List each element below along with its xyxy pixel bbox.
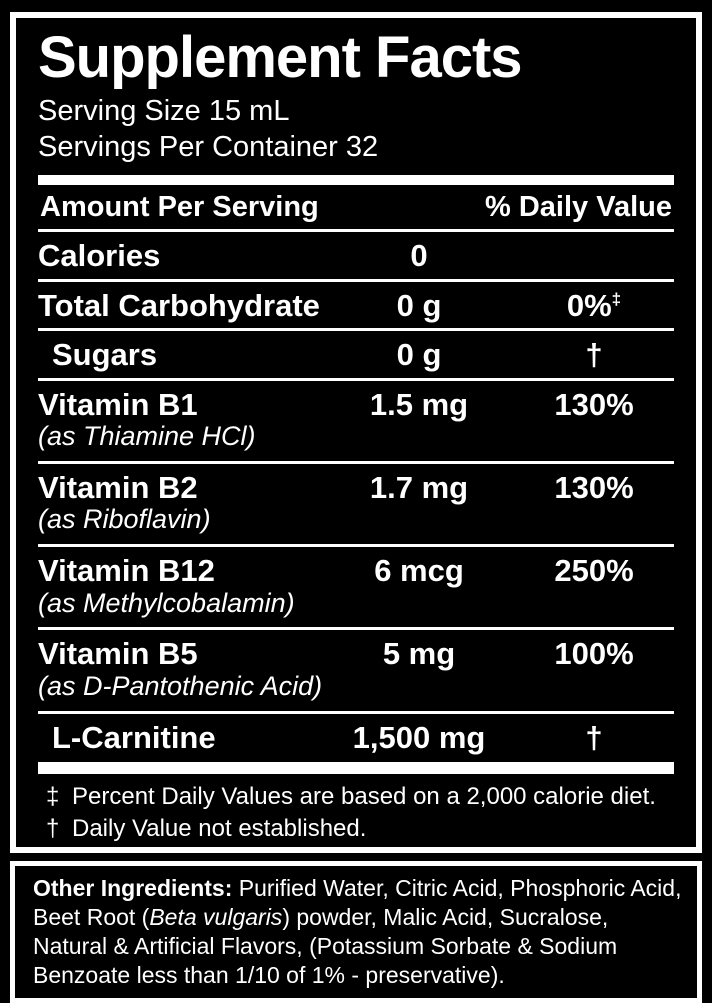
nutrient-row-l-carnitine — [38, 714, 674, 761]
nutrient-name: Vitamin B5 — [38, 636, 198, 672]
nutrient-row-sugars — [38, 331, 674, 378]
nutrient-amount: 1.7 mg — [369, 469, 469, 505]
divider-thick-bottom — [38, 762, 674, 774]
nutrient-daily-value: † — [585, 337, 603, 373]
other-ingredients-panel — [10, 861, 702, 1003]
amount-per-serving-header: Amount Per Serving — [40, 191, 319, 224]
nutrient-daily-value: 130% — [554, 386, 634, 422]
servings-per-container: Servings Per Container 32 — [38, 130, 379, 163]
dagger-symbol: † — [46, 815, 60, 843]
nutrient-amount: 0 — [410, 237, 428, 273]
nutrient-amount: 1.5 mg — [369, 386, 469, 422]
nutrient-daily-value: 0%‡ — [566, 287, 622, 323]
footnote-daily-values — [38, 781, 674, 813]
nutrient-row-calories — [38, 232, 674, 279]
nutrient-row-vitamin-b12 — [38, 547, 674, 627]
nutrient-amount: 6 mcg — [374, 553, 464, 589]
nutrient-daily-value: † — [585, 719, 603, 755]
nutrient-row-vitamin-b2 — [38, 464, 674, 544]
daily-value-footnote-mark: ‡ — [611, 289, 622, 309]
serving-size: Serving Size 15 mL — [38, 95, 290, 128]
nutrient-amount: 0 g — [396, 287, 442, 323]
nutrient-name: Vitamin B2 — [38, 469, 198, 505]
nutrient-source: (as D-Pantothenic Acid) — [38, 670, 323, 701]
nutrient-daily-value: 100% — [554, 636, 634, 672]
nutrient-name: Vitamin B1 — [38, 386, 198, 422]
other-ingredients-label: Other Ingredients: — [33, 875, 233, 901]
nutrient-row-total-carbohydrate — [38, 282, 674, 329]
nutrient-name: L-Carnitine — [52, 719, 216, 755]
nutrient-source: (as Riboflavin) — [38, 504, 211, 535]
botanical-name: Beta vulgaris — [149, 903, 283, 930]
nutrient-source: (as Thiamine HCl) — [38, 421, 256, 452]
footnote-text: Percent Daily Values are based on a 2,000 calorie diet. — [72, 783, 656, 811]
nutrient-daily-value: 250% — [554, 553, 634, 589]
divider-thick-top — [38, 175, 674, 185]
footnotes — [38, 781, 674, 846]
nutrient-name: Vitamin B12 — [38, 553, 215, 589]
nutrient-amount: 5 mg — [382, 636, 456, 672]
footnote-text: Daily Value not established. — [72, 815, 367, 843]
nutrient-row-vitamin-b1 — [38, 381, 674, 461]
panel-title: Supplement Facts — [38, 25, 522, 90]
nutrient-amount: 1,500 mg — [352, 719, 486, 755]
daily-value-header: % Daily Value — [485, 191, 672, 224]
other-ingredients-text-before: Purified Water, Citric Acid, Phosphoric Acid, Beet Root ( — [33, 875, 682, 930]
table-header-row — [38, 185, 674, 229]
other-ingredients-text-after: ) powder, Malic Acid, Sucralose, Natural & Artificial Flavors, (Potassium Sorbate & Sodium Benzoate less than 1/10 of 1% - preservative). — [33, 903, 618, 988]
nutrient-row-vitamin-b5 — [38, 630, 674, 710]
nutrient-amount: 0 g — [396, 337, 442, 373]
nutrient-name: Total Carbohydrate — [38, 287, 320, 323]
nutrient-source: (as Methylcobalamin) — [38, 587, 295, 618]
double-dagger-symbol: ‡ — [46, 783, 60, 811]
nutrient-name: Sugars — [52, 337, 158, 373]
serving-info — [38, 94, 674, 165]
nutrient-daily-value: 130% — [554, 469, 634, 505]
nutrient-name: Calories — [38, 237, 161, 273]
footnote-dv-not-established — [38, 813, 674, 845]
supplement-facts-panel — [10, 12, 702, 853]
